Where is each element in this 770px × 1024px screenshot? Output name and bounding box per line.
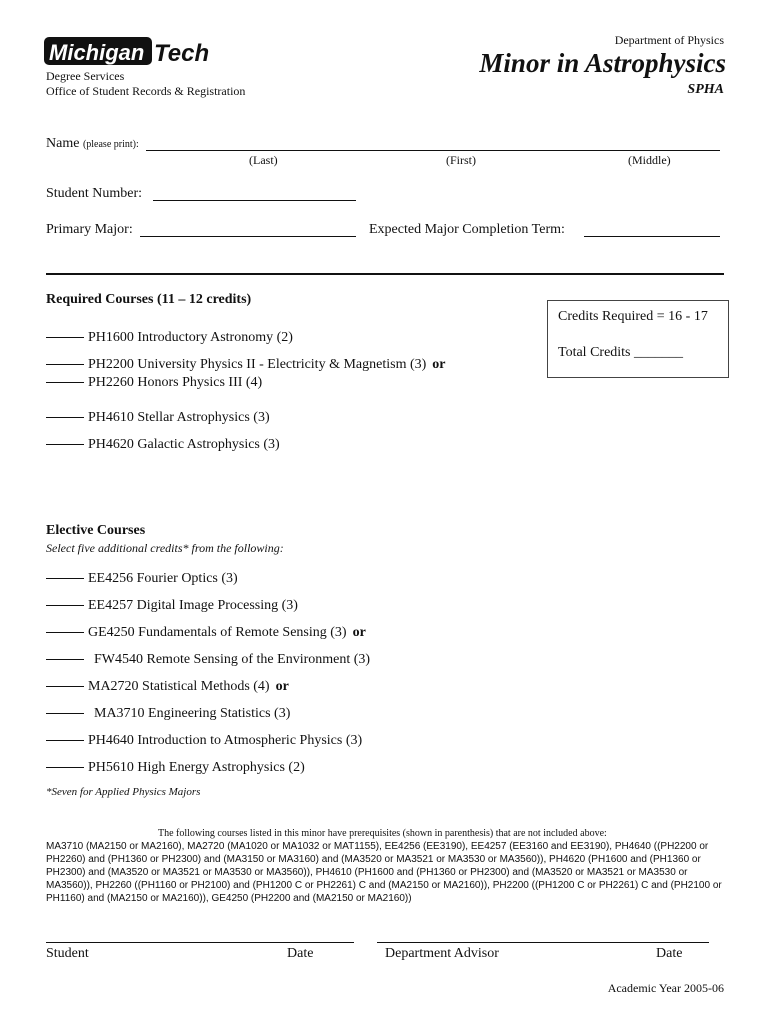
elective-footnote: *Seven for Applied Physics Majors <box>46 786 201 798</box>
svg-text:Michigan: Michigan <box>49 40 145 65</box>
elective-course[interactable]: MA3710 Engineering Statistics (3) <box>46 706 290 722</box>
name-label: Name (please print): <box>46 136 139 151</box>
checkoff-blank[interactable] <box>46 337 84 338</box>
michigan-tech-logo <box>44 34 210 68</box>
student-number-field[interactable] <box>153 200 356 201</box>
prereq-intro: The following courses listed in this minor have prerequisites (shown in parenthesis) that are not included above: <box>158 828 607 839</box>
checkoff-blank[interactable] <box>46 767 84 768</box>
prereq-text: MA3710 (MA2150 or MA2160), MA2720 (MA1020 or MA1032 or MAT1155), EE4256 (EE3190), EE4257 (EE3160 and EE3190), PH4640 ((PH2200 or PH2260) and (PH1360 or PH2300) and (MA3150 or MA3160) and (MA3520 or MA3521 or MA3530 or MA3560)), PH4620 (PH1600 and (PH1360 or PH2300) and (MA3520 or MA3521 or MA3530 or MA3560)), PH4610 (PH1600 and (PH1360 or PH2300) and (MA3520 or MA3521 or MA3530 or MA3560)), PH2260 ((PH1160 or PH2100) and (PH1200 C or PH2261) C and (MA2150 or MA2160)), PH2200 ((PH1200 C or PH2261) C and (PH2100 or PH1160) and (MA2150 or MA2160)), GE4250 (PH2200 and (MA2150 or MA2160)) <box>46 841 722 904</box>
completion-term-label: Expected Major Completion Term: <box>369 222 565 237</box>
elective-course[interactable]: FW4540 Remote Sensing of the Environment (3) <box>46 652 370 668</box>
required-course[interactable]: PH4610 Stellar Astrophysics (3) <box>46 410 270 426</box>
student-signature-label: Student <box>46 946 89 961</box>
checkoff-blank[interactable] <box>46 605 84 606</box>
checkoff-blank[interactable] <box>46 659 84 660</box>
elective-course[interactable]: MA2720 Statistical Methods (4) or <box>46 679 289 695</box>
primary-major-label: Primary Major: <box>46 222 133 237</box>
total-credits[interactable]: Total Credits _______ <box>558 345 684 360</box>
program-code: SPHA <box>687 82 724 97</box>
middle-caption: (Middle) <box>628 153 671 167</box>
checkoff-blank[interactable] <box>46 632 84 633</box>
elective-course[interactable]: PH5610 High Energy Astrophysics (2) <box>46 760 305 776</box>
required-course[interactable]: PH2200 University Physics II - Electricity & Magnetism (3) or <box>46 357 446 373</box>
advisor-date-label: Date <box>656 946 683 961</box>
checkoff-blank[interactable] <box>46 444 84 445</box>
first-caption: (First) <box>446 153 476 167</box>
checkoff-blank[interactable] <box>46 417 84 418</box>
completion-term-field[interactable] <box>584 236 720 237</box>
credits-box <box>547 300 729 378</box>
elective-course[interactable]: EE4257 Digital Image Processing (3) <box>46 598 298 614</box>
required-course[interactable]: PH1600 Introductory Astronomy (2) <box>46 330 293 346</box>
checkoff-blank[interactable] <box>46 713 84 714</box>
checkoff-blank[interactable] <box>46 578 84 579</box>
svg-text:Tech: Tech <box>154 40 210 67</box>
section-divider <box>46 273 724 275</box>
credits-required: Credits Required = 16 - 17 <box>558 309 708 324</box>
elective-course[interactable]: GE4250 Fundamentals of Remote Sensing (3) or <box>46 625 366 641</box>
required-course[interactable]: PH4620 Galactic Astrophysics (3) <box>46 437 280 453</box>
office-line-1: Degree Services <box>46 69 125 83</box>
elective-heading: Elective Courses <box>46 523 146 538</box>
student-number-label: Student Number: <box>46 186 143 201</box>
elective-course[interactable]: PH4640 Introduction to Atmospheric Physics (3) <box>46 733 362 749</box>
department-name: Department of Physics <box>614 33 724 47</box>
student-signature-line[interactable] <box>46 942 354 943</box>
checkoff-blank[interactable] <box>46 382 84 383</box>
last-caption: (Last) <box>249 153 278 167</box>
advisor-signature-line[interactable] <box>377 942 709 943</box>
checkoff-blank[interactable] <box>46 686 84 687</box>
required-course[interactable]: PH2260 Honors Physics III (4) <box>46 375 262 391</box>
required-heading: Required Courses (11 – 12 credits) <box>46 292 252 307</box>
elective-subheading: Select five additional credits* from the following: <box>46 541 284 555</box>
checkoff-blank[interactable] <box>46 740 84 741</box>
office-line-2: Office of Student Records & Registration <box>46 84 246 98</box>
page-title: Minor in Astrophysics <box>479 48 726 78</box>
name-field[interactable] <box>146 150 720 151</box>
advisor-signature-label: Department Advisor <box>385 946 499 961</box>
academic-year: Academic Year 2005-06 <box>607 981 724 995</box>
primary-major-field[interactable] <box>140 236 356 237</box>
checkoff-blank[interactable] <box>46 364 84 365</box>
elective-course[interactable]: EE4256 Fourier Optics (3) <box>46 571 238 587</box>
student-date-label: Date <box>287 946 314 961</box>
